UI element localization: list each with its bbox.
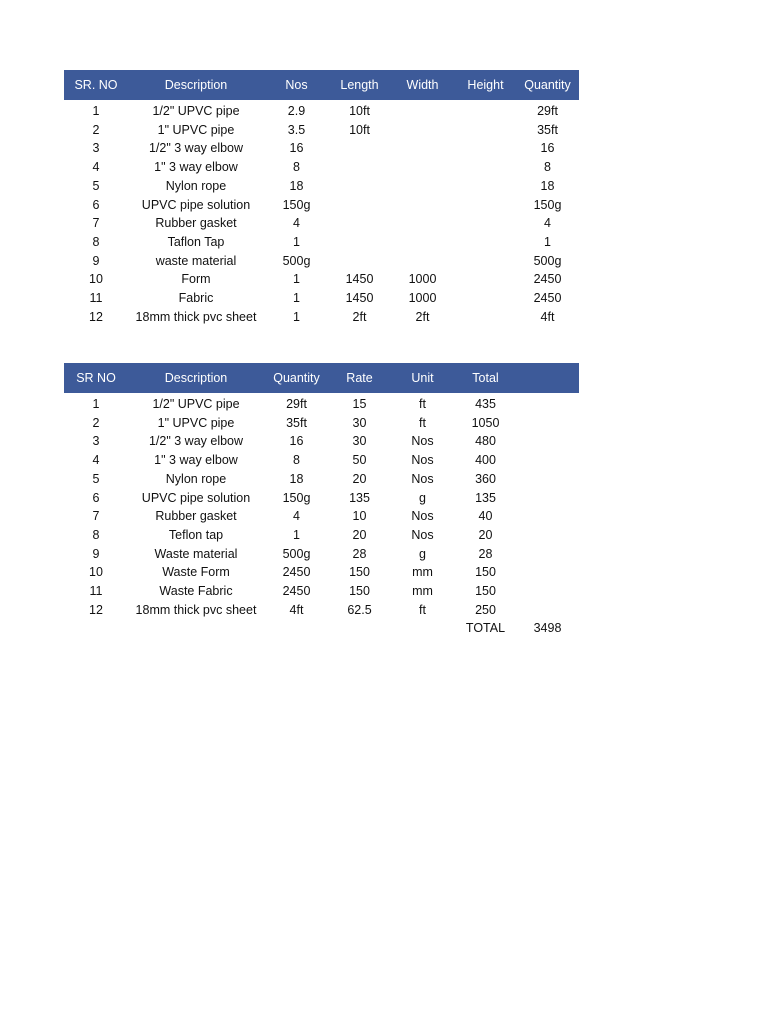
- table-row: [64, 601, 579, 620]
- table-cell: 1000: [408, 291, 437, 306]
- table-cell: 15: [352, 397, 367, 411]
- table-cell: [455, 289, 516, 308]
- table-cell: [455, 214, 516, 233]
- table-cell: 6: [92, 490, 100, 505]
- table-cell: Rubber gasket: [155, 216, 237, 231]
- table-cell: 150: [349, 565, 370, 580]
- table-cell: 8: [92, 234, 100, 249]
- table-cell: [455, 252, 516, 271]
- materials-table: [64, 70, 579, 326]
- cost-table-header: [64, 363, 579, 393]
- table-cell: [390, 100, 455, 121]
- table-cell: [516, 507, 579, 526]
- table-cell: 10ft: [349, 104, 370, 118]
- total-row-empty-cell: [128, 619, 264, 638]
- table-cell: 4: [544, 216, 551, 231]
- table-cell: 9: [92, 253, 100, 268]
- table-cell: 16: [289, 141, 304, 156]
- table-row: [64, 289, 579, 308]
- table-cell: 2450: [533, 272, 562, 287]
- table-cell: 20: [352, 527, 367, 542]
- table-cell: Nos: [411, 434, 434, 449]
- column-header-sr-no: SR NO: [76, 371, 116, 385]
- table-cell: [329, 177, 390, 196]
- table-cell: [329, 196, 390, 215]
- column-header-total: Total: [472, 371, 499, 385]
- table-cell: [455, 270, 516, 289]
- table-cell: [390, 214, 455, 233]
- table-cell: 2: [92, 122, 100, 137]
- total-label: TOTAL: [465, 621, 506, 636]
- table-cell: [455, 233, 516, 252]
- table-cell: 28: [478, 546, 493, 561]
- table-cell: [516, 432, 579, 451]
- table-cell: ft: [419, 602, 426, 617]
- table-cell: 1/2" 3 way elbow: [148, 141, 244, 156]
- table-cell: [516, 393, 579, 414]
- table-cell: [455, 139, 516, 158]
- table-cell: [516, 545, 579, 564]
- table-cell: [455, 196, 516, 215]
- table-cell: 3.5: [287, 122, 306, 137]
- materials-table-header: [64, 70, 579, 100]
- table-cell: 7: [92, 216, 100, 231]
- table-cell: 29ft: [286, 397, 307, 411]
- table-row: [64, 308, 579, 327]
- table-cell: 1: [293, 234, 300, 249]
- table-cell: g: [419, 546, 426, 561]
- table-cell: 30: [352, 434, 367, 449]
- table-row: [64, 545, 579, 564]
- table-cell: 18mm thick pvc sheet: [135, 602, 257, 617]
- table-cell: 8: [544, 160, 551, 175]
- table-cell: 29ft: [537, 104, 558, 118]
- table-cell: UPVC pipe solution: [141, 490, 251, 505]
- table-cell: [516, 451, 579, 470]
- table-row: [64, 158, 579, 177]
- table-cell: [329, 158, 390, 177]
- column-header-width: Width: [406, 78, 439, 92]
- table-row: [64, 233, 579, 252]
- table-cell: 2450: [282, 565, 311, 580]
- column-header-nos: Nos: [285, 78, 308, 92]
- table-cell: 1: [92, 104, 100, 118]
- header-row: [64, 70, 579, 100]
- table-cell: [329, 139, 390, 158]
- table-cell: 10: [89, 272, 103, 287]
- table-cell: 1/2" UPVC pipe: [152, 104, 240, 118]
- table-cell: 8: [293, 453, 300, 468]
- table-cell: 1: [544, 234, 551, 249]
- table-cell: 20: [352, 471, 367, 486]
- table-cell: [390, 121, 455, 140]
- table-cell: 11: [89, 291, 103, 306]
- materials-table-body: [64, 100, 579, 326]
- table-cell: Taflon Tap: [167, 234, 225, 249]
- table-cell: 50: [352, 453, 367, 468]
- table-cell: Nos: [411, 453, 434, 468]
- table-cell: 18: [289, 178, 304, 193]
- cost-table: [64, 363, 579, 638]
- table-cell: 2.9: [287, 104, 306, 118]
- table-cell: 500g: [282, 546, 311, 561]
- table-cell: Nylon rope: [165, 471, 227, 486]
- table-cell: 360: [475, 471, 496, 486]
- column-header-length: Length: [340, 78, 379, 92]
- table-cell: Form: [181, 272, 211, 287]
- table-cell: 3: [92, 434, 100, 449]
- table-cell: 18: [540, 178, 555, 193]
- table-cell: [390, 233, 455, 252]
- table-cell: 4: [92, 453, 100, 468]
- table-cell: 4: [92, 160, 100, 175]
- table-row: [64, 582, 579, 601]
- table-cell: 2450: [282, 584, 311, 599]
- table-cell: [516, 489, 579, 508]
- table-cell: [516, 601, 579, 620]
- table-cell: 4ft: [540, 309, 555, 324]
- table-cell: 135: [475, 490, 496, 505]
- table-cell: 10: [352, 509, 367, 524]
- table-cell: 250: [475, 602, 496, 617]
- table-cell: Fabric: [178, 291, 214, 306]
- table-cell: 30: [352, 415, 367, 430]
- table-cell: 2450: [533, 291, 562, 306]
- table-cell: 28: [352, 546, 367, 561]
- table-cell: 1: [293, 291, 300, 306]
- table-cell: 1/2" UPVC pipe: [152, 397, 240, 411]
- table-cell: [516, 582, 579, 601]
- table-cell: 5: [92, 178, 100, 193]
- table-cell: 16: [540, 141, 555, 156]
- table-cell: g: [419, 490, 426, 505]
- table-row: [64, 270, 579, 289]
- cost-table-footer: [64, 619, 579, 638]
- table-cell: 1: [293, 272, 300, 287]
- table-cell: waste material: [155, 253, 237, 268]
- table-cell: 150: [475, 565, 496, 580]
- table-cell: 2ft: [352, 309, 367, 324]
- table-cell: UPVC pipe solution: [141, 197, 251, 212]
- table-cell: 10: [89, 565, 103, 580]
- table-cell: 1: [293, 527, 300, 542]
- table-cell: Nos: [411, 509, 434, 524]
- table-cell: 12: [89, 309, 103, 324]
- total-row: [64, 619, 579, 638]
- table-cell: [329, 233, 390, 252]
- table-cell: [390, 177, 455, 196]
- table-row: [64, 526, 579, 545]
- table-cell: [516, 563, 579, 582]
- table-cell: [390, 196, 455, 215]
- table-cell: 20: [478, 527, 493, 542]
- total-row-empty-cell: [390, 619, 455, 638]
- table-row: [64, 252, 579, 271]
- table-row: [64, 563, 579, 582]
- table-cell: 150: [475, 584, 496, 599]
- table-cell: 5: [92, 471, 100, 486]
- table-cell: 1: [92, 397, 100, 411]
- table-cell: 6: [92, 197, 100, 212]
- table-cell: 4: [293, 509, 300, 524]
- table-row: [64, 196, 579, 215]
- column-header-description: Description: [164, 78, 228, 92]
- total-row-empty-cell: [64, 619, 128, 638]
- table-cell: 1" 3 way elbow: [154, 160, 238, 175]
- table-cell: 1050: [471, 415, 500, 430]
- table-cell: ft: [419, 415, 426, 430]
- table-row: [64, 177, 579, 196]
- table-cell: Rubber gasket: [155, 509, 237, 524]
- table-cell: 1" UPVC pipe: [157, 415, 235, 430]
- table-cell: [390, 139, 455, 158]
- table-cell: 1000: [408, 272, 437, 287]
- table-cell: 435: [475, 397, 496, 411]
- table-cell: [455, 100, 516, 121]
- table-row: [64, 451, 579, 470]
- table-row: [64, 470, 579, 489]
- column-header-blank: [516, 363, 579, 393]
- table-cell: 35ft: [537, 122, 558, 137]
- table-row: [64, 121, 579, 140]
- table-cell: 1450: [345, 291, 374, 306]
- column-header-rate: Rate: [346, 371, 373, 385]
- table-cell: 16: [289, 434, 304, 449]
- table-cell: [329, 252, 390, 271]
- column-header-quantity: Quantity: [273, 371, 320, 385]
- table-cell: 18mm thick pvc sheet: [135, 309, 257, 324]
- table-cell: 1: [293, 309, 300, 324]
- column-header-height: Height: [467, 78, 504, 92]
- table-cell: Teflon tap: [168, 527, 224, 542]
- table-cell: 150g: [533, 197, 562, 212]
- table-cell: [516, 526, 579, 545]
- table-cell: 12: [89, 602, 103, 617]
- table-cell: 8: [92, 527, 100, 542]
- table-cell: 500g: [533, 253, 562, 268]
- table-cell: 500g: [282, 253, 311, 268]
- table-cell: ft: [419, 397, 426, 411]
- table-cell: mm: [412, 584, 433, 599]
- header-row: [64, 363, 579, 393]
- column-header-description: Description: [164, 371, 228, 385]
- table-cell: [516, 470, 579, 489]
- table-cell: 62.5: [347, 602, 372, 617]
- table-cell: 150: [349, 584, 370, 599]
- column-header-sr-no: SR. NO: [74, 78, 118, 92]
- table-cell: Nylon rope: [165, 178, 227, 193]
- table-cell: [390, 158, 455, 177]
- column-header-quantity: Quantity: [524, 78, 571, 92]
- table-cell: 11: [89, 584, 103, 599]
- table-cell: 150g: [282, 490, 311, 505]
- table-cell: 3: [92, 141, 100, 156]
- table-cell: [455, 308, 516, 327]
- table-cell: [329, 214, 390, 233]
- table-row: [64, 100, 579, 121]
- table-cell: [455, 177, 516, 196]
- table-cell: 4ft: [289, 602, 304, 617]
- table-cell: 1" UPVC pipe: [157, 122, 235, 137]
- table-cell: [390, 252, 455, 271]
- table-cell: 135: [349, 490, 370, 505]
- total-row-empty-cell: [329, 619, 390, 638]
- table-cell: 400: [475, 453, 496, 468]
- table-cell: 1/2" 3 way elbow: [148, 434, 244, 449]
- table-row: [64, 214, 579, 233]
- table-cell: 9: [92, 546, 100, 561]
- table-cell: 1450: [345, 272, 374, 287]
- table-cell: Waste material: [154, 546, 238, 561]
- table-row: [64, 393, 579, 414]
- table-cell: [516, 414, 579, 433]
- table-cell: 10ft: [349, 122, 370, 137]
- total-value: 3498: [533, 621, 562, 636]
- table-cell: Waste Fabric: [159, 584, 233, 599]
- table-cell: Waste Form: [162, 565, 230, 580]
- table-cell: [455, 121, 516, 140]
- table-cell: Nos: [411, 471, 434, 486]
- table-cell: 8: [293, 160, 300, 175]
- table-cell: 1" 3 way elbow: [154, 453, 238, 468]
- table-row: [64, 432, 579, 451]
- table-cell: 18: [289, 471, 304, 486]
- table-row: [64, 139, 579, 158]
- table-row: [64, 489, 579, 508]
- table-cell: 480: [475, 434, 496, 449]
- table-cell: mm: [412, 565, 433, 580]
- table-cell: 7: [92, 509, 100, 524]
- cost-table-body: [64, 393, 579, 619]
- column-header-unit: Unit: [411, 371, 434, 385]
- table-cell: 150g: [282, 197, 311, 212]
- table-row: [64, 414, 579, 433]
- table-cell: 4: [293, 216, 300, 231]
- table-cell: 40: [478, 509, 493, 524]
- table-cell: Nos: [411, 527, 434, 542]
- table-cell: 2ft: [415, 309, 430, 324]
- total-row-empty-cell: [264, 619, 329, 638]
- table-cell: 35ft: [286, 415, 307, 430]
- table-cell: [455, 158, 516, 177]
- table-cell: 2: [92, 415, 100, 430]
- table-row: [64, 507, 579, 526]
